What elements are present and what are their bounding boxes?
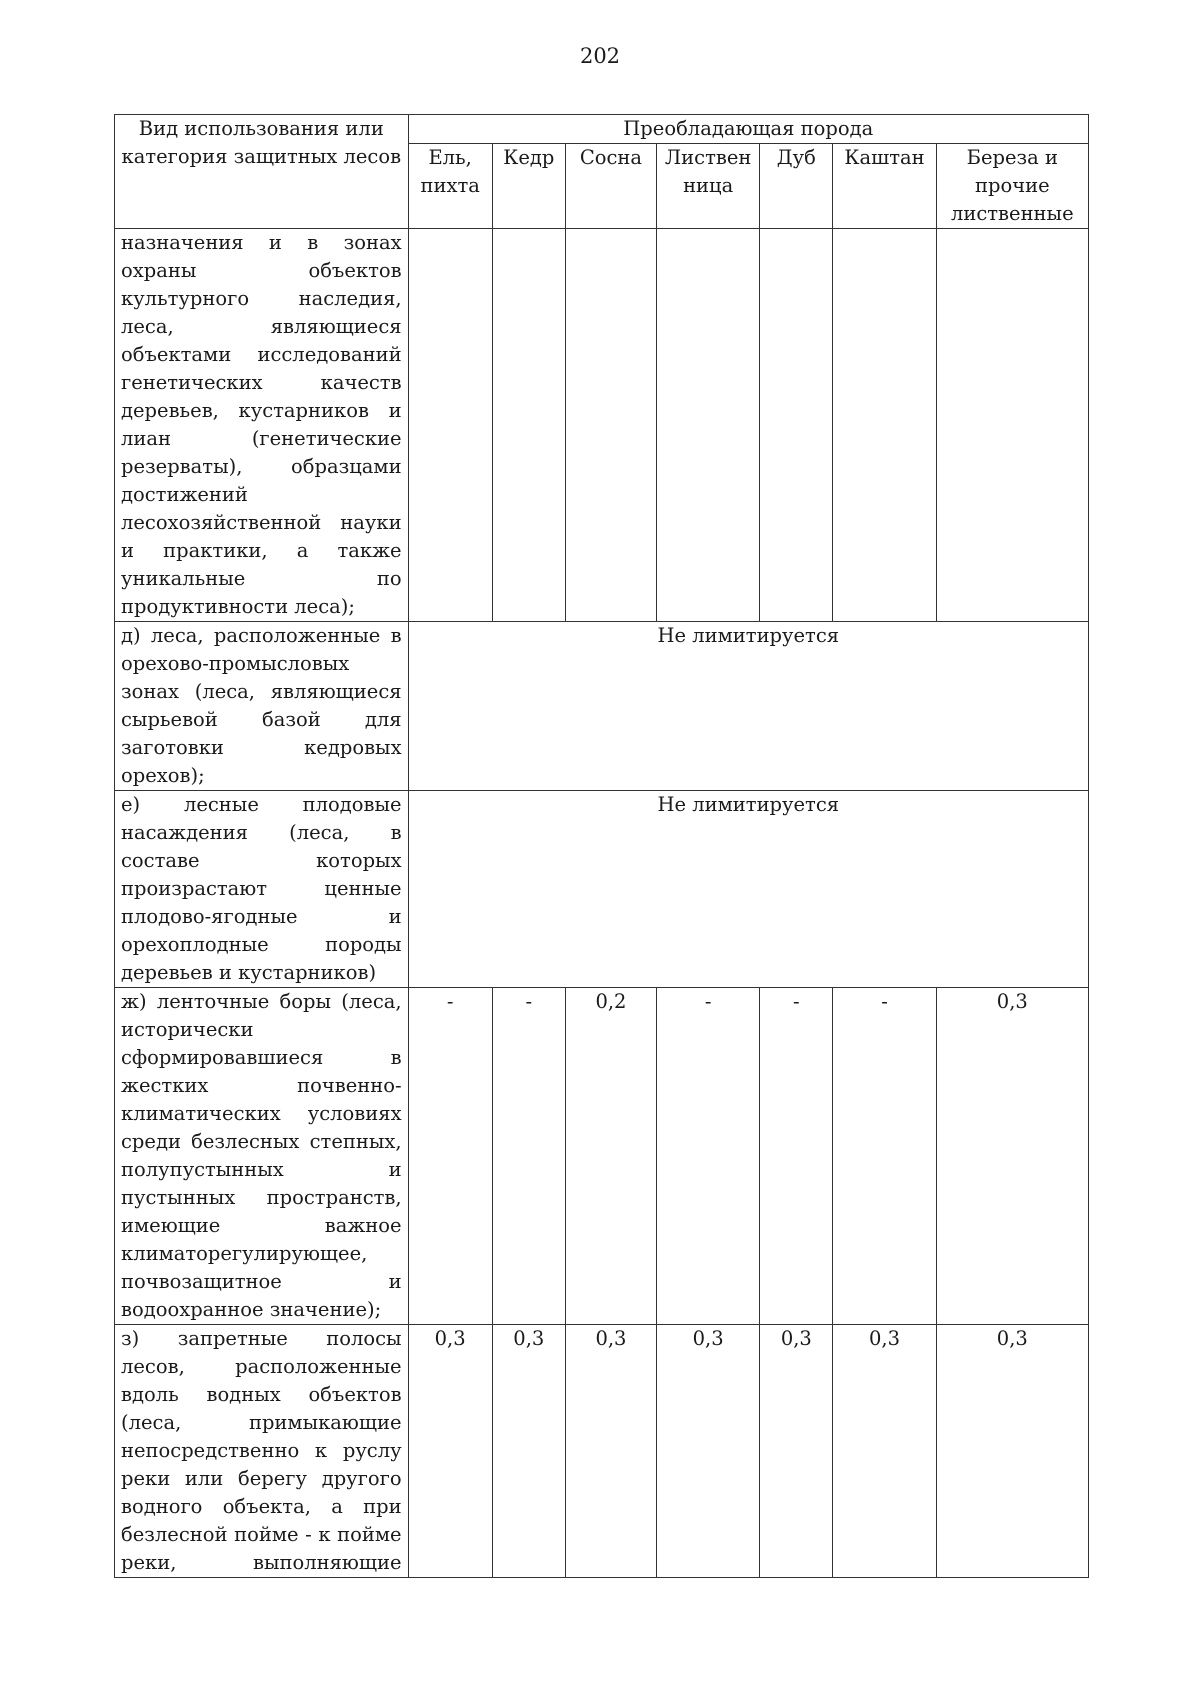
not-limited-cell: Не лимитируется — [408, 791, 1088, 988]
column-header-larch: Листвен ница — [657, 144, 760, 229]
row-value: 0,3 — [936, 1325, 1088, 1578]
row-value: - — [833, 988, 936, 1325]
row-value: 0,3 — [565, 1325, 656, 1578]
row-value: - — [657, 988, 760, 1325]
row-value: 0,3 — [657, 1325, 760, 1578]
column-header-chestnut: Каштан — [833, 144, 936, 229]
table-row — [115, 229, 1089, 622]
row-description: ж) ленточные боры (леса, исторически сформировавшиеся в жестких почвенно-климатических условиях среди безлесных степных, полупустынных и пустынных пространств, имеющие важное климаторегулирующее, почвозащитное и водоохранное значение); — [115, 988, 409, 1325]
row-value: 0,3 — [408, 1325, 492, 1578]
table-row — [115, 988, 1089, 1325]
protective-forest-table — [114, 114, 1089, 1578]
row-value: 0,2 — [565, 988, 656, 1325]
column-header-birch-other: Береза и прочие лиственные — [936, 144, 1088, 229]
row-value: - — [492, 988, 565, 1325]
row-description: назначения и в зонах охраны объектов культурного наследия, леса, являющиеся объектами исследований генетических качеств деревьев, кустарников и лиан (генетические резерваты), образцами достижений лесохозяйственной науки и практики, а также уникальные по продуктивности леса); — [115, 229, 409, 622]
row-description: д) леса, расположенные в орехово-промысловых зонах (леса, являющиеся сырьевой базой для заготовки кедровых орехов); — [115, 622, 409, 791]
row-value — [657, 229, 760, 622]
row-value: 0,3 — [936, 988, 1088, 1325]
table-row — [115, 622, 1089, 791]
column-header-pine: Сосна — [565, 144, 656, 229]
row-value: - — [760, 988, 833, 1325]
row-description: е) лесные плодовые насаждения (леса, в составе которых произрастают ценные плодово-ягодные и орехоплодные породы деревьев и кустарников) — [115, 791, 409, 988]
column-header-cedar: Кедр — [492, 144, 565, 229]
row-description: з) запретные полосы лесов, расположенные вдоль водных объектов (леса, примыкающие непосредственно к руслу реки или берегу другого водного объекта, а при безлесной пойме - к пойме реки, выполняющие — [115, 1325, 409, 1578]
column-header-spruce-fir: Ель, пихта — [408, 144, 492, 229]
usage-category-header: Вид использования или категория защитных лесов — [115, 115, 409, 229]
row-value: 0,3 — [833, 1325, 936, 1578]
row-value: 0,3 — [760, 1325, 833, 1578]
row-value — [492, 229, 565, 622]
row-value — [936, 229, 1088, 622]
column-header-oak: Дуб — [760, 144, 833, 229]
page-number: 202 — [579, 44, 621, 68]
row-value — [565, 229, 656, 622]
row-value: - — [408, 988, 492, 1325]
table-row — [115, 791, 1089, 988]
row-value: 0,3 — [492, 1325, 565, 1578]
table-row — [115, 1325, 1089, 1578]
not-limited-cell: Не лимитируется — [408, 622, 1088, 791]
row-value — [833, 229, 936, 622]
predominant-species-header: Преобладающая порода — [408, 115, 1088, 144]
row-value — [408, 229, 492, 622]
row-value — [760, 229, 833, 622]
